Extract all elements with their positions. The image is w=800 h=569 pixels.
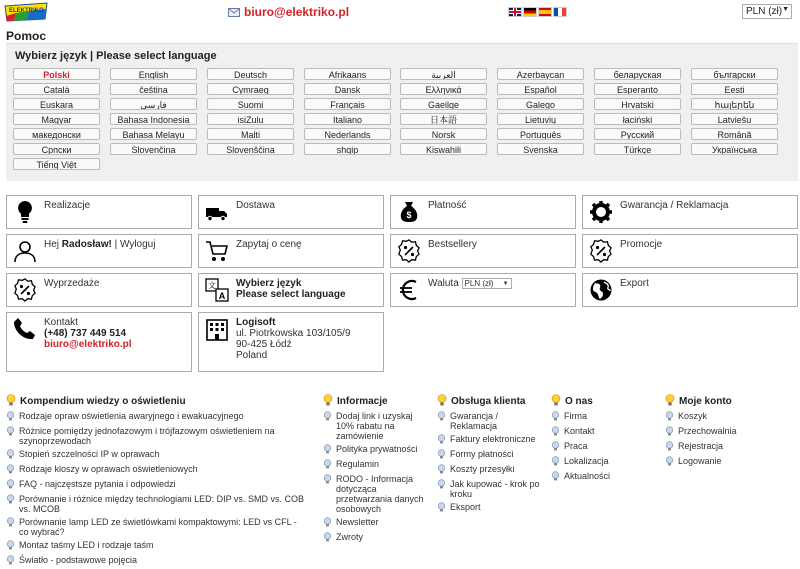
language-button[interactable]: isiZulu bbox=[207, 113, 294, 125]
bulb-bullet-icon bbox=[6, 494, 15, 506]
bulb-bullet-icon bbox=[551, 426, 560, 438]
tile-waluta[interactable] bbox=[390, 273, 576, 307]
footer-link[interactable] bbox=[323, 411, 431, 441]
footer-heading-text: Obsługa klienta bbox=[451, 395, 526, 407]
bulb-bullet-icon bbox=[437, 502, 446, 514]
footer-link-text: Koszyk bbox=[678, 411, 708, 421]
footer-link[interactable] bbox=[437, 449, 543, 461]
money-bag-icon bbox=[397, 200, 421, 224]
footer-link-text: Praca bbox=[564, 441, 588, 451]
flag-de-icon[interactable] bbox=[523, 7, 537, 17]
language-button[interactable]: հայերեն bbox=[691, 98, 778, 110]
language-button[interactable]: Српски bbox=[13, 143, 100, 155]
language-button[interactable]: Suomi bbox=[207, 98, 294, 110]
bulb-bullet-icon bbox=[551, 441, 560, 453]
footer-heading bbox=[323, 394, 431, 408]
footer-link-text: Przechowalnia bbox=[678, 426, 737, 436]
language-button[interactable]: Esperanto bbox=[594, 83, 681, 95]
footer-link[interactable] bbox=[437, 479, 543, 499]
waluta-text bbox=[428, 278, 512, 289]
language-button[interactable]: Português bbox=[497, 128, 584, 140]
header-email-link[interactable] bbox=[228, 5, 349, 19]
language-button[interactable]: Slovenčina bbox=[110, 143, 197, 155]
bulb-bullet-icon bbox=[323, 474, 332, 486]
language-panel-title: Wybierz język | Please select language bbox=[15, 50, 217, 62]
bulb-bullet-icon bbox=[6, 517, 15, 529]
language-button[interactable]: Polski bbox=[13, 68, 100, 80]
footer-link[interactable] bbox=[665, 441, 775, 453]
language-button[interactable]: Kiswahili bbox=[400, 143, 487, 155]
bulb-bullet-icon bbox=[6, 540, 15, 552]
language-button[interactable]: Ελληνικά bbox=[400, 83, 487, 95]
language-button[interactable]: Українська bbox=[691, 143, 778, 155]
lightbulb-icon bbox=[13, 200, 37, 224]
language-panel bbox=[6, 43, 798, 181]
footer-link-text: FAQ - najczęstsze pytania i odpowiedzi bbox=[19, 479, 176, 489]
footer-heading bbox=[437, 394, 543, 408]
language-button[interactable]: Deutsch bbox=[207, 68, 294, 80]
tile-dostawa[interactable] bbox=[198, 195, 384, 229]
footer-link[interactable] bbox=[437, 464, 543, 476]
language-button[interactable]: 日本語 bbox=[400, 113, 487, 125]
footer-link[interactable] bbox=[323, 532, 431, 544]
footer-link[interactable] bbox=[6, 464, 306, 476]
bulb-bullet-icon bbox=[6, 411, 15, 423]
language-button[interactable]: Cymraeg bbox=[207, 83, 294, 95]
footer-link-list bbox=[323, 411, 431, 544]
language-button[interactable]: Hrvatski bbox=[594, 98, 681, 110]
flag-uk-icon[interactable] bbox=[508, 7, 522, 17]
gear-icon bbox=[589, 200, 613, 224]
footer-heading bbox=[6, 394, 306, 408]
language-button[interactable]: shqip bbox=[304, 143, 391, 155]
footer-link-text: Zwroty bbox=[336, 532, 363, 542]
footer-onas bbox=[551, 394, 651, 483]
bulb-bullet-icon bbox=[6, 449, 15, 461]
language-button[interactable]: Bahasa Indonesia bbox=[110, 113, 197, 125]
footer-link-text: Polityka prywatności bbox=[336, 444, 418, 454]
tile-label: Export bbox=[620, 278, 649, 289]
footer-link[interactable] bbox=[551, 411, 651, 423]
footer-link[interactable] bbox=[437, 411, 543, 431]
footer-link-text: Faktury elektroniczne bbox=[450, 434, 536, 444]
envelope-icon bbox=[228, 8, 240, 17]
footer-link[interactable] bbox=[6, 449, 306, 461]
footer-link-list bbox=[665, 411, 775, 468]
account-name: Radosław! bbox=[61, 239, 112, 250]
language-button[interactable]: Español bbox=[497, 83, 584, 95]
language-flags bbox=[508, 7, 567, 17]
footer-link-text: Regulamin bbox=[336, 459, 380, 469]
footer-link-text: Logowanie bbox=[678, 456, 722, 466]
tile-label: Gwarancja / Reklamacja bbox=[620, 200, 729, 211]
footer-link[interactable] bbox=[6, 479, 306, 491]
footer-link[interactable] bbox=[323, 474, 431, 514]
bulb-bullet-icon bbox=[437, 449, 446, 461]
footer-obsluga bbox=[437, 394, 543, 514]
bulb-bullet-icon bbox=[551, 471, 560, 483]
kontakt-label: Kontakt bbox=[44, 317, 78, 328]
account-separator: | bbox=[111, 239, 120, 250]
language-button[interactable]: Dansk bbox=[304, 83, 391, 95]
language-button[interactable]: Tiếng Việt bbox=[13, 158, 100, 170]
header-email-text: biuro@elektriko.pl bbox=[244, 5, 350, 19]
footer-link-text: Dodaj link i uzyskaj 10% rabatu na zamówienie bbox=[336, 411, 413, 441]
kontakt-text bbox=[44, 317, 132, 350]
language-button[interactable]: македонски bbox=[13, 128, 100, 140]
page-title: Pomoc bbox=[6, 29, 47, 43]
bulb-bullet-icon bbox=[665, 441, 674, 453]
language-button[interactable]: Eesti bbox=[691, 83, 778, 95]
footer-link[interactable] bbox=[323, 517, 431, 529]
language-button[interactable]: Azerbaycan bbox=[497, 68, 584, 80]
truck-icon bbox=[205, 200, 229, 224]
footer-konto bbox=[665, 394, 775, 468]
footer-link-text: Eksport bbox=[450, 502, 481, 512]
footer-link-text: Koszty przesyłki bbox=[450, 464, 515, 474]
company-street: ul. Piotrkowska 103/105/9 bbox=[236, 328, 351, 339]
bulb-bullet-icon bbox=[6, 555, 15, 567]
lightbulb-icon bbox=[551, 394, 561, 409]
footer-link-text: Rodzaje opraw oświetlenia awaryjnego i ewakuacyjnego bbox=[19, 411, 244, 421]
language-button[interactable]: Lietuvių bbox=[497, 113, 584, 125]
language-button[interactable]: English bbox=[110, 68, 197, 80]
footer-link-text: Jak kupować - krok po kroku bbox=[450, 479, 540, 499]
percent-badge-icon bbox=[589, 239, 613, 263]
footer-link[interactable] bbox=[665, 411, 775, 423]
language-button[interactable]: فارسی bbox=[110, 98, 197, 110]
footer-link[interactable] bbox=[323, 459, 431, 471]
tile-bestsellery[interactable] bbox=[390, 234, 576, 268]
footer-informacje bbox=[323, 394, 431, 544]
language-button[interactable]: Русский bbox=[594, 128, 681, 140]
footer-link-text: Gwarancja / Reklamacja bbox=[450, 411, 499, 431]
footer-link-text: Światło - podstawowe pojęcia bbox=[19, 555, 138, 565]
tile-label: Wyprzedaże bbox=[44, 278, 100, 289]
bulb-bullet-icon bbox=[665, 411, 674, 423]
language-button[interactable]: Italiano bbox=[304, 113, 391, 125]
tile-language[interactable] bbox=[198, 273, 384, 307]
language-tile-line2: Please select language bbox=[236, 289, 346, 300]
phone-icon bbox=[13, 317, 37, 341]
footer-heading bbox=[551, 394, 651, 408]
bulb-bullet-icon bbox=[665, 426, 674, 438]
cart-icon bbox=[205, 239, 229, 263]
percent-badge-icon bbox=[397, 239, 421, 263]
lightbulb-icon bbox=[323, 394, 333, 409]
bulb-bullet-icon bbox=[437, 479, 446, 491]
footer-link[interactable] bbox=[6, 555, 306, 567]
company-country: Poland bbox=[236, 350, 268, 361]
language-button[interactable]: Română bbox=[691, 128, 778, 140]
footer-link[interactable] bbox=[665, 456, 775, 468]
footer-link[interactable] bbox=[6, 540, 306, 552]
language-button[interactable]: Gaeilge bbox=[400, 98, 487, 110]
tile-export[interactable] bbox=[582, 273, 798, 307]
bulb-bullet-icon bbox=[551, 456, 560, 468]
percent-badge-icon bbox=[13, 278, 37, 302]
footer-heading-text: Kompendium wiedzy o oświetleniu bbox=[20, 395, 186, 407]
footer-link[interactable] bbox=[551, 441, 651, 453]
euro-icon bbox=[397, 278, 421, 302]
bulb-bullet-icon bbox=[323, 444, 332, 456]
waluta-label: Waluta bbox=[428, 278, 459, 290]
svg-text:文: 文 bbox=[208, 281, 216, 290]
language-button[interactable]: Latviešu bbox=[691, 113, 778, 125]
language-button[interactable]: Euskara bbox=[13, 98, 100, 110]
flag-fr-icon[interactable] bbox=[553, 7, 567, 17]
tile-company bbox=[198, 312, 384, 372]
footer-link-text: Porównanie i różnice między technologiami LED: DIP vs. SMD vs. COB vs. MCOB bbox=[19, 494, 304, 514]
logout-link[interactable]: Wyloguj bbox=[119, 239, 156, 250]
footer-link[interactable] bbox=[551, 426, 651, 438]
tile-platnosc[interactable] bbox=[390, 195, 576, 229]
lightbulb-icon bbox=[437, 394, 447, 409]
language-button[interactable]: Français bbox=[304, 98, 391, 110]
footer-link-text: Kontakt bbox=[564, 426, 595, 436]
account-text bbox=[44, 239, 155, 250]
tile-gwarancja[interactable] bbox=[582, 195, 798, 229]
currency-select[interactable]: PLN (zł) ▼ bbox=[742, 4, 792, 19]
footer-link-list bbox=[6, 411, 306, 567]
company-text bbox=[236, 317, 351, 361]
language-button[interactable]: łaciński bbox=[594, 113, 681, 125]
lightbulb-icon bbox=[6, 394, 16, 409]
tile-label: Dostawa bbox=[236, 200, 275, 211]
bulb-bullet-icon bbox=[6, 464, 15, 476]
footer-link-text: Newsletter bbox=[336, 517, 379, 527]
top-bar bbox=[0, 0, 800, 24]
account-hello: Hej bbox=[44, 239, 60, 250]
footer-heading bbox=[665, 394, 775, 408]
language-button[interactable]: Magyar bbox=[13, 113, 100, 125]
footer-link-text: Różnice pomiędzy jednofazowym i trójfazowym oświetleniem na szynoprzewodach bbox=[19, 426, 275, 446]
language-tile-text bbox=[236, 278, 346, 300]
footer-kompendium bbox=[6, 394, 306, 567]
company-city: 90-425 Łódź bbox=[236, 339, 292, 350]
language-tile-line1: Wybierz język bbox=[236, 278, 302, 289]
footer-link-text: Rejestracja bbox=[678, 441, 724, 451]
bulb-bullet-icon bbox=[437, 464, 446, 476]
waluta-select[interactable]: PLN (zł) ▼ bbox=[462, 278, 512, 289]
language-button[interactable]: беларуская bbox=[594, 68, 681, 80]
footer-heading-text: O nas bbox=[565, 395, 593, 407]
bulb-bullet-icon bbox=[323, 459, 332, 471]
footer-heading-text: Moje konto bbox=[679, 395, 732, 407]
bulb-bullet-icon bbox=[323, 411, 332, 423]
language-button[interactable]: Slovenščina bbox=[207, 143, 294, 155]
tile-label: Realizacje bbox=[44, 200, 91, 211]
footer-link-text: Stopień szczelności IP w oprawach bbox=[19, 449, 160, 459]
footer-link[interactable] bbox=[551, 456, 651, 468]
bulb-bullet-icon bbox=[437, 411, 446, 423]
footer-link[interactable] bbox=[437, 434, 543, 446]
bulb-bullet-icon bbox=[323, 517, 332, 529]
language-button[interactable]: Nederlands bbox=[304, 128, 391, 140]
flag-es-icon[interactable] bbox=[538, 7, 552, 17]
footer-heading-text: Informacje bbox=[337, 395, 388, 407]
globe-icon bbox=[589, 278, 613, 302]
logo[interactable] bbox=[4, 2, 48, 22]
bulb-bullet-icon bbox=[437, 434, 446, 446]
language-button[interactable]: العربية bbox=[400, 68, 487, 80]
svg-text:ELEKTRIKO: ELEKTRIKO bbox=[9, 8, 44, 14]
language-button[interactable]: Bahasa Melayu bbox=[110, 128, 197, 140]
logo-graphic bbox=[4, 2, 48, 22]
footer-link[interactable] bbox=[6, 411, 306, 423]
tile-kontakt[interactable] bbox=[6, 312, 192, 372]
language-button[interactable]: Türkçe bbox=[594, 143, 681, 155]
kontakt-email[interactable]: biuro@elektriko.pl bbox=[44, 339, 132, 350]
tile-account[interactable] bbox=[6, 234, 192, 268]
footer-link-text: Porównanie lamp LED ze świetlówkami kompaktowymi: LED vs CFL - co wybrać? bbox=[19, 517, 297, 537]
tile-label: Zapytaj o cenę bbox=[236, 239, 302, 250]
translate-icon bbox=[205, 278, 229, 302]
svg-text:A: A bbox=[218, 291, 226, 301]
footer-link[interactable] bbox=[437, 502, 543, 514]
tile-promocje[interactable] bbox=[582, 234, 798, 268]
footer-link[interactable] bbox=[551, 471, 651, 483]
bulb-bullet-icon bbox=[6, 479, 15, 491]
footer-link-text: Firma bbox=[564, 411, 587, 421]
footer-link-list bbox=[437, 411, 543, 514]
company-name: Logisoft bbox=[236, 317, 276, 328]
footer-link[interactable] bbox=[6, 494, 306, 514]
language-button[interactable]: Norsk bbox=[400, 128, 487, 140]
tile-zapytaj[interactable] bbox=[198, 234, 384, 268]
bulb-bullet-icon bbox=[665, 456, 674, 468]
bulb-bullet-icon bbox=[6, 426, 15, 438]
footer-link-text: Aktualności bbox=[564, 471, 611, 481]
language-button[interactable]: Malti bbox=[207, 128, 294, 140]
footer-link-text: Formy płatności bbox=[450, 449, 514, 459]
footer-link-text: Lokalizacja bbox=[564, 456, 609, 466]
tile-wyprzedaze[interactable] bbox=[6, 273, 192, 307]
svg-text:$: $ bbox=[406, 210, 412, 220]
footer-link[interactable] bbox=[665, 426, 775, 438]
footer-link[interactable] bbox=[6, 426, 306, 446]
user-icon bbox=[13, 239, 37, 263]
language-button[interactable]: български bbox=[691, 68, 778, 80]
tile-label: Płatność bbox=[428, 200, 467, 211]
footer-link-list bbox=[551, 411, 651, 483]
language-button[interactable]: čeština bbox=[110, 83, 197, 95]
tile-label: Bestsellery bbox=[428, 239, 477, 250]
bulb-bullet-icon bbox=[323, 532, 332, 544]
tile-realizacje[interactable] bbox=[6, 195, 192, 229]
lightbulb-icon bbox=[665, 394, 675, 409]
tile-label: Promocje bbox=[620, 239, 663, 250]
language-button[interactable]: Galego bbox=[497, 98, 584, 110]
language-button[interactable]: Afrikaans bbox=[304, 68, 391, 80]
kontakt-phone[interactable]: (+48) 737 449 514 bbox=[44, 328, 127, 339]
language-button[interactable]: Svenska bbox=[497, 143, 584, 155]
building-icon bbox=[205, 317, 229, 341]
footer-link[interactable] bbox=[323, 444, 431, 456]
footer-link-text: RODO - Informacja dotycząca przetwarzania danych osobowych bbox=[336, 474, 424, 514]
footer-link-text: Rodzaje kloszy w oprawach oświetleniowych bbox=[19, 464, 198, 474]
bulb-bullet-icon bbox=[551, 411, 560, 423]
footer-link-text: Montaż taśmy LED i rodzaje taśm bbox=[19, 540, 154, 550]
language-button[interactable]: Català bbox=[13, 83, 100, 95]
footer-link[interactable] bbox=[6, 517, 306, 537]
